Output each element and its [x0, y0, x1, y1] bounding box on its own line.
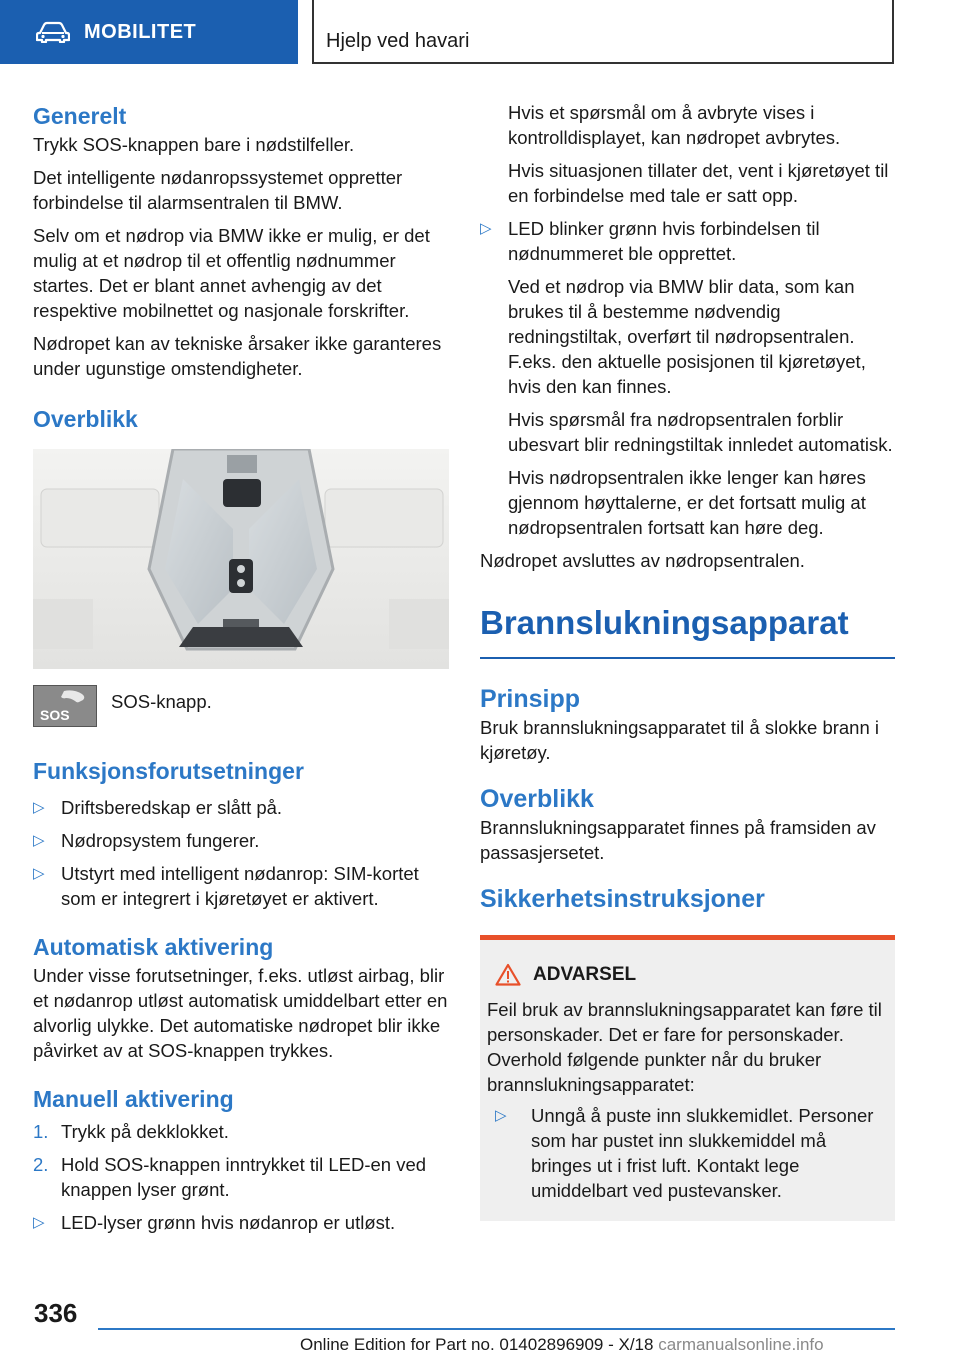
triangle-bullet-icon: ▷	[495, 1107, 507, 1124]
triangle-bullet-icon: ▷	[33, 832, 45, 849]
triangle-bullet-icon: ▷	[480, 220, 492, 237]
list-item	[33, 861, 449, 911]
watermark-text: carmanualsonline.info	[658, 1335, 824, 1354]
section-tab	[0, 0, 298, 64]
list-item-text: LED-lyser grønn hvis nødanrop er utløst.	[61, 1212, 396, 1233]
footer-rule	[98, 1328, 895, 1330]
paragraph: Brannslukningsapparatet finnes på framsiden av passasjersetet.	[480, 817, 876, 863]
list-item-text: Nødropsystem fungerer.	[61, 830, 260, 851]
list-item-text: Unngå å puste inn slukkemidlet. Personer som har pustet inn slukkemiddel må bringes ut i frist luft. Kontakt lege umiddelbart ved pustevansker.	[531, 1105, 874, 1201]
warning-triangle-icon	[495, 963, 521, 986]
warning-text: Feil bruk av brannslukningsapparatet kan føre til personskader. Det er fare for personskader. Overhold følgende punkter når du bruker brannslukningsapparatet:	[487, 999, 882, 1095]
heading-rule	[480, 657, 895, 659]
paragraph: Hvis situasjonen tillater det, vent i kjøretøyet til en forbindelse med tale er satt opp.	[508, 160, 889, 206]
list-item-text: LED blinker grønn hvis forbindelsen til nødnummeret ble opprettet.	[508, 218, 820, 264]
step-text: Trykk på dekklokket.	[61, 1121, 229, 1142]
roof-console-photo	[33, 449, 449, 669]
chapter-title: Hjelp ved havari	[326, 30, 470, 52]
paragraph: Under visse forutsetninger, f.eks. utløst airbag, blir et nødanrop utløst automatisk umiddelbart etter en alvorlig ulykke. Det automatiske nødropet blir ikke påvirket av at SOS-knappen trykkes.	[33, 965, 448, 1061]
paragraph: Hvis nødropsentralen ikke lenger kan høres gjennom høyttalerne, er det fortsatt mulig at nødropsentralen fortsatt kan høre deg.	[508, 467, 866, 538]
step-text: Hold SOS-knappen inntrykket til LED-en ved knappen lyser grønt.	[61, 1154, 427, 1200]
page-number: 336	[34, 1298, 78, 1328]
paragraph: Bruk brannslukningsapparatet til å slokke brann i kjøretøy.	[480, 717, 880, 763]
funksjon-heading: Funksjonsforutsetninger	[33, 758, 304, 784]
paragraph: Hvis et spørsmål om å avbryte vises i kontrolldisplayet, kan nødropet avbrytes.	[508, 102, 841, 148]
sos-caption: SOS-knapp.	[111, 691, 212, 712]
step-number: 2.	[33, 1154, 49, 1175]
numbered-step	[33, 1152, 449, 1202]
edition-text: Online Edition for Part no. 01402896909 - X/18	[300, 1335, 654, 1354]
warning-label: ADVARSEL	[533, 964, 637, 985]
paragraph: Nødropet kan av tekniske årsaker ikke garanteres under ugunstige omstendigheter.	[33, 333, 442, 379]
list-item	[33, 1210, 449, 1235]
paragraph: Ved et nødrop via BMW blir data, som kan brukes til å bestemme nødvendig redningstiltak, overført til nødropsentralen. F.eks. den aktuelle posisjonen til kjøretøyet, hvis den kan finnes.	[508, 276, 866, 397]
sos-caption-row	[33, 685, 449, 727]
paragraph: Det intelligente nødanropssystemet oppretter forbindelse til alarmsentralen til BMW.	[33, 167, 403, 213]
list-item-text: Driftsberedskap er slått på.	[61, 797, 283, 818]
paragraph: Hvis spørsmål fra nødropsentralen forblir ubesvart blir redningstiltak innledet automatisk.	[508, 409, 893, 455]
overblikk-heading-right: Overblikk	[480, 785, 594, 813]
manuell-heading: Manuell aktivering	[33, 1086, 234, 1112]
paragraph: Nødropet avsluttes av nødropsentralen.	[480, 550, 805, 571]
sos-phone-icon	[33, 685, 97, 727]
sos-icon-text: SOS	[40, 707, 70, 723]
step-number: 1.	[33, 1121, 49, 1142]
left-column	[33, 100, 449, 1243]
sikkerhet-heading: Sikkerhetsinstruksjoner	[480, 885, 765, 913]
overblikk-heading: Overblikk	[33, 406, 138, 432]
right-column	[480, 100, 895, 1221]
auto-heading: Automatisk aktivering	[33, 934, 274, 960]
generelt-heading: Generelt	[33, 103, 127, 129]
warning-box	[480, 935, 895, 1221]
paragraph: Selv om et nødrop via BMW ikke er mulig, er det mulig at et nødrop til et offentlig nødnummer startes. Det er blant annet avhengig av det respektive mobilnettet og nasjonale forskrifter.	[33, 225, 430, 321]
list-item-text: Utstyrt med intelligent nødanrop: SIM-kortet som er integrert i kjøretøyet er aktivert.	[61, 863, 419, 909]
roof-console-illustration	[33, 449, 449, 669]
paragraph: Trykk SOS-knappen bare i nødstilfeller.	[33, 134, 355, 155]
triangle-bullet-icon: ▷	[33, 865, 45, 882]
list-item	[495, 1103, 887, 1203]
brann-heading: Brannslukningsapparat	[480, 604, 849, 641]
car-icon	[36, 21, 70, 43]
footer-edition	[300, 1335, 824, 1355]
triangle-bullet-icon: ▷	[33, 799, 45, 816]
section-label: MOBILITET	[84, 20, 197, 43]
chapter-header	[312, 0, 894, 64]
list-item	[33, 795, 449, 820]
list-item	[480, 216, 895, 266]
numbered-step	[33, 1119, 449, 1144]
prinsipp-heading: Prinsipp	[480, 685, 581, 713]
warning-header	[495, 962, 887, 987]
list-item	[33, 828, 449, 853]
triangle-bullet-icon: ▷	[33, 1214, 45, 1231]
